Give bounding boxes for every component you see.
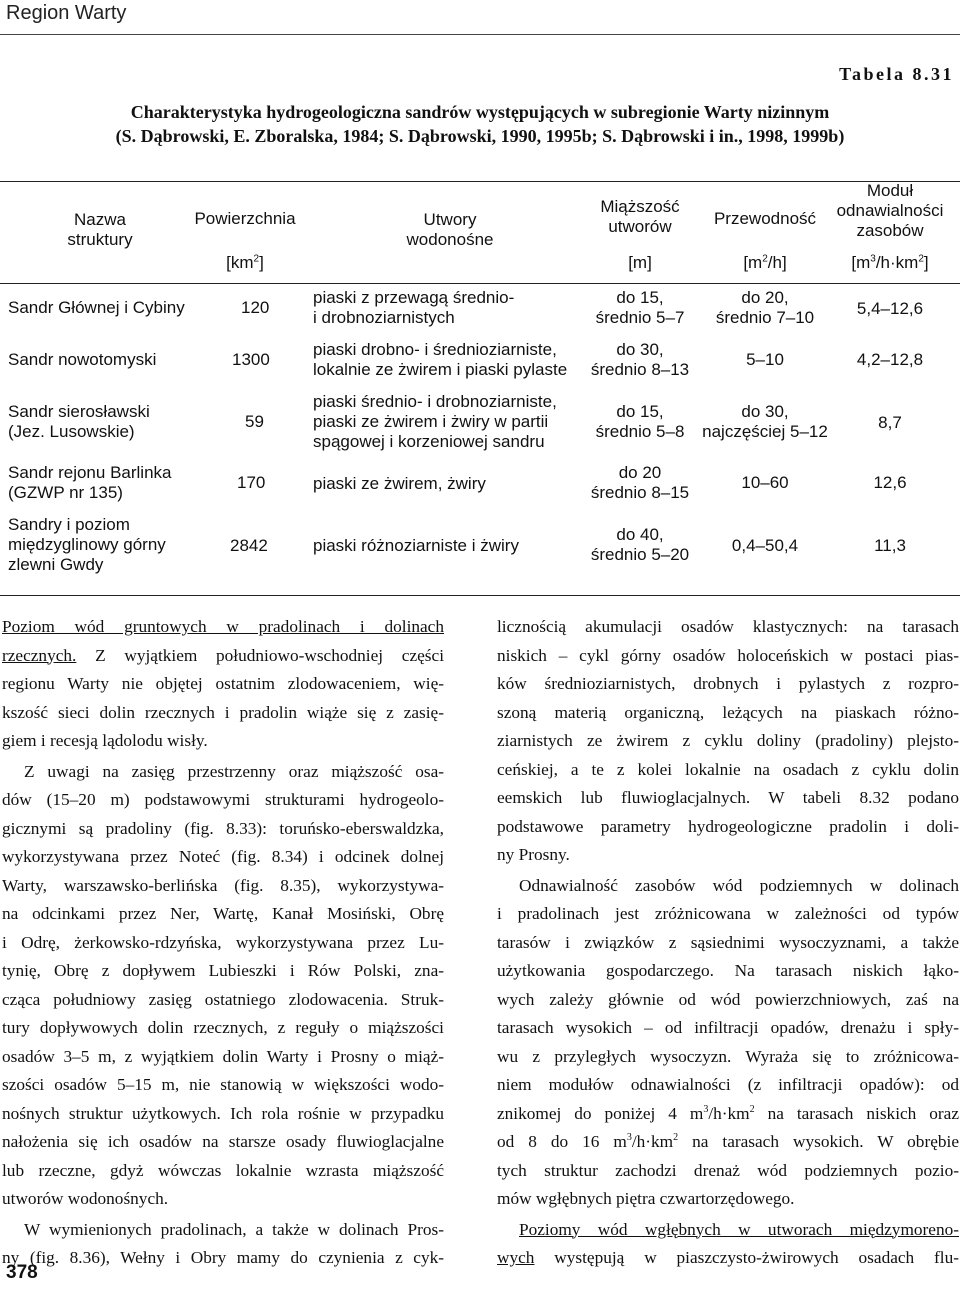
cell-miazszosc: do 15, średnio 5–7 bbox=[595, 288, 685, 327]
cell-modul: 11,3 bbox=[874, 536, 906, 555]
section-heading: wych bbox=[497, 1248, 535, 1267]
text-line bbox=[497, 1216, 959, 1245]
caption-line: (S. Dąbrowski, E. Zboralska, 1984; S. Dąbrowski, 1990, 1995b; S. Dąbrowski i in., 1998, 1999b) bbox=[115, 126, 845, 146]
cell-utwory: piaski różnoziarniste i żwiry bbox=[313, 536, 519, 555]
cell-nazwa: Sandr sierosławski (Jez. Lusowskie) bbox=[8, 402, 150, 441]
text-line: ceńskiej, a te z kolei lokalnie na osadach z cyklu dolin bbox=[497, 759, 959, 779]
header-miazszosc bbox=[580, 197, 700, 237]
header-text: Nazwa bbox=[74, 210, 126, 229]
text-line: ziarnistych ze żwirem z cyklu doliny (pradoliny) plejsto- bbox=[497, 731, 959, 750]
cell-miazszosc: do 20 średnio 8–15 bbox=[590, 463, 690, 502]
text-line: szości osadów 5–15 m, nie stanowią w większości wodo- bbox=[2, 1075, 444, 1094]
cell-utwory: piaski z przewagą średnio- i drobnoziarnistych bbox=[313, 288, 515, 327]
cell-powierzchnia: 2842 bbox=[230, 536, 268, 555]
cell-przewodnosc: 0,4–50,4 bbox=[731, 536, 799, 555]
left-text-column bbox=[2, 613, 444, 1273]
text-line: niskich – cykl górny osadów holoceńskich w postaci pias- bbox=[497, 645, 959, 665]
header-nazwa bbox=[40, 210, 160, 250]
cell-modul: 12,6 bbox=[873, 473, 907, 492]
section-heading: rzecznych. bbox=[2, 645, 77, 665]
cell-przewodnosc: 10–60 bbox=[741, 473, 789, 492]
text-line: użytkowania gospodarczego. Na tarasach niskich łąko- bbox=[497, 961, 959, 980]
cell-nazwa: Sandry i poziom międzyglinowy górny zlewni Gwdy bbox=[8, 515, 166, 574]
header-text: Miąższość bbox=[600, 197, 680, 216]
cell-modul: 5,4–12,6 bbox=[856, 299, 924, 318]
header-utwory bbox=[360, 210, 540, 250]
section-heading: Poziom wód gruntowych w pradolinach i dolinach bbox=[2, 617, 444, 636]
text-line: rzecznych. Z wyjątkiem południowo-wschodniej części bbox=[2, 645, 444, 665]
cell-nazwa: Sandr Głównej i Cybiny bbox=[8, 298, 185, 317]
table-top-rule bbox=[0, 181, 960, 182]
header-text: odnawialności bbox=[836, 201, 944, 220]
cell-miazszosc: do 15, średnio 5–8 bbox=[595, 402, 685, 441]
text-line: i pradolinach jest zróżnicowana w zależności od typów bbox=[497, 904, 959, 923]
table-caption bbox=[80, 100, 880, 148]
cell-powierzchnia: 1300 bbox=[232, 350, 270, 369]
cell-utwory: piaski średnio- i drobnoziarniste, piaski ze żwirem i żwiry w partii spągowej i korzeniowej sandru bbox=[313, 392, 557, 451]
cell-przewodnosc: 5–10 bbox=[746, 350, 784, 369]
text-line: regionu Warty nie objętej ostatnim zlodowaceniem, wię- bbox=[2, 674, 444, 693]
text-line: kszość sieci dolin rzecznych i pradolin wiąże się z zasię- bbox=[2, 702, 444, 722]
text-line: eemskich lub fluwioglacjalnych. W tabeli 8.32 podano bbox=[497, 788, 959, 807]
text-line: osadów 3–5 m, z wyjątkiem dolin Warty i Prosny o miąż- bbox=[2, 1046, 444, 1066]
text-line: na odcinkami przez Ner, Wartę, Kanał Mosiński, Obrę bbox=[2, 904, 444, 923]
cell-miazszosc: do 30, średnio 8–13 bbox=[590, 340, 690, 379]
text-line: dów (15–20 m) podstawowymi strukturami hydrogeolo- bbox=[2, 790, 444, 809]
text-line: wykorzystywana przez Noteć (fig. 8.34) i odcinek dolnej bbox=[2, 847, 444, 866]
header-modul bbox=[820, 181, 960, 241]
header-powierzchnia-unit: $[km^2]$ bbox=[226, 253, 264, 272]
cell-powierzchnia: 59 bbox=[245, 412, 264, 431]
header-rule bbox=[0, 34, 960, 35]
text-line: znikomej do poniżej 4 $m^3/h\cdot km^2$ na tarasach niskich oraz bbox=[497, 1103, 959, 1123]
text-line: ków średnioziarnistych, drobnych i pylastych z rozpro- bbox=[497, 674, 959, 693]
cell-nazwa: Sandr rejonu Barlinka (GZWP nr 135) bbox=[8, 463, 172, 502]
text-line: licznością akumulacji osadów klastycznych: na tarasach bbox=[497, 617, 959, 636]
text-line: podstawowe parametry hydrogeologiczne pradolin i doli- bbox=[497, 816, 959, 836]
cell-miazszosc: do 40, średnio 5–20 bbox=[590, 525, 690, 564]
header-przewodnosc: Przewodność bbox=[713, 209, 817, 228]
text-line: szoną materią organiczną, leżących na piaskach różno- bbox=[497, 702, 959, 722]
text-line: lub rzeczne, gdyż wówczas lokalnie wzrasta miąższość bbox=[2, 1160, 444, 1180]
table-label: Tabela 8.31 bbox=[839, 64, 954, 84]
cell-powierzchnia: 170 bbox=[237, 473, 266, 492]
text-line bbox=[2, 613, 444, 642]
text-line: nośnych struktur użytkowych. Ich rola rośnie w przypadku bbox=[2, 1103, 444, 1123]
text-line: wych występują w piaszczysto-żwirowych osadach flu- bbox=[497, 1248, 959, 1267]
text-line: tury dopływowych dolin rzecznych, z reguły o miąższości bbox=[2, 1018, 444, 1037]
header-powierzchnia: Powierzchnia bbox=[194, 209, 296, 228]
running-header: Region Warty bbox=[6, 2, 127, 24]
section-heading: Poziomy wód wgłębnych w utworach międzymoreno- bbox=[519, 1219, 959, 1239]
text-line: od 8 do 16 $m^3/h\cdot km^2$ na tarasach wysokich. W obrębie bbox=[497, 1132, 959, 1151]
text-line: cząca południowy zasięg ostatniego zlodowacenia. Struk- bbox=[2, 989, 444, 1009]
text-line: niem modułów odnawialności (z infiltracji opadów): od bbox=[497, 1075, 959, 1094]
text-line: ny (fig. 8.36), Wełny i Obry mamy do czynienia z cyk- bbox=[2, 1248, 444, 1267]
cell-utwory: piaski ze żwirem, żwiry bbox=[313, 474, 486, 493]
text-line: mów wgłębnych piętra czwartorzędowego. bbox=[497, 1189, 795, 1208]
text-line: Z uwagi na zasięg przestrzenny oraz miąższość osa- bbox=[24, 761, 444, 781]
header-modul-unit: $[m^3/h\cdot km^2]$ bbox=[851, 253, 929, 272]
text-line: utworów wodonośnych. bbox=[2, 1189, 169, 1208]
caption-line: Charakterystyka hydrogeologiczna sandrów występujących w subregionie Warty nizinnym bbox=[130, 102, 830, 122]
cell-utwory: piaski drobno- i średnioziarniste, lokalnie ze żwirem i piaski pylaste bbox=[313, 340, 568, 379]
text-line: giem i recesją lądolodu wisły. bbox=[2, 731, 208, 750]
text-line: W wymienionych pradolinach, a także w dolinach Pros- bbox=[24, 1219, 444, 1239]
text-line: ny Prosny. bbox=[497, 845, 570, 864]
cell-przewodnosc: do 30, najczęściej 5–12 bbox=[702, 402, 828, 441]
header-text: wodonośne bbox=[406, 230, 494, 249]
text-line: tarasach wysokich – od infiltracji opadów, drenażu i spły- bbox=[497, 1018, 959, 1037]
cell-nazwa: Sandr nowotomyski bbox=[8, 350, 157, 369]
cell-powierzchnia: 120 bbox=[241, 298, 270, 317]
cell-przewodnosc: do 20, średnio 7–10 bbox=[715, 288, 815, 327]
header-miazszosc-unit: [m] bbox=[628, 253, 652, 272]
text-line: Warty, warszawsko-berlińska (fig. 8.35), wykorzystywa- bbox=[2, 875, 444, 895]
table-bottom-rule bbox=[0, 595, 960, 596]
page-number: 378 bbox=[6, 1262, 38, 1283]
header-text: Moduł bbox=[866, 181, 914, 200]
text-line: wych zależy głównie od wód powierzchniowych, zaś na bbox=[497, 989, 959, 1009]
text-line: wu z przyległych wysoczyzn. Wyraża się to zróżnicowa- bbox=[497, 1046, 959, 1066]
cell-modul: 8,7 bbox=[878, 413, 902, 432]
table-header-rule bbox=[0, 283, 960, 284]
text-line: i Odrę, żerkowsko-rdzyńska, wykorzystywana przez Lu- bbox=[2, 932, 444, 952]
cell-modul: 4,2–12,8 bbox=[856, 350, 924, 369]
right-text-column bbox=[497, 613, 959, 1273]
text-line: Odnawialność zasobów wód podziemnych w dolinach bbox=[519, 875, 959, 895]
header-text: Utwory bbox=[423, 210, 477, 229]
text-line: gicznymi są pradoliny (fig. 8.33): toruńsko-eberswaldzka, bbox=[2, 818, 444, 838]
text-line: tarasów i związków z sąsiednimi wysoczyznami, a także bbox=[497, 932, 959, 952]
header-przewodnosc-unit: $[m^2/h]$ bbox=[743, 253, 787, 272]
header-text: utworów bbox=[608, 217, 672, 236]
text-line: nałożenia się ich osadów na starsze osady fluwioglacjalne bbox=[2, 1132, 444, 1151]
header-text: struktury bbox=[67, 230, 133, 249]
text-line: tynię, Obrę z dopływem Lubieszki i Rów Polski, zna- bbox=[2, 961, 444, 980]
text-line: tych struktur zachodzi drenaż wód podziemnych pozio- bbox=[497, 1160, 959, 1180]
header-text: zasobów bbox=[856, 221, 924, 240]
